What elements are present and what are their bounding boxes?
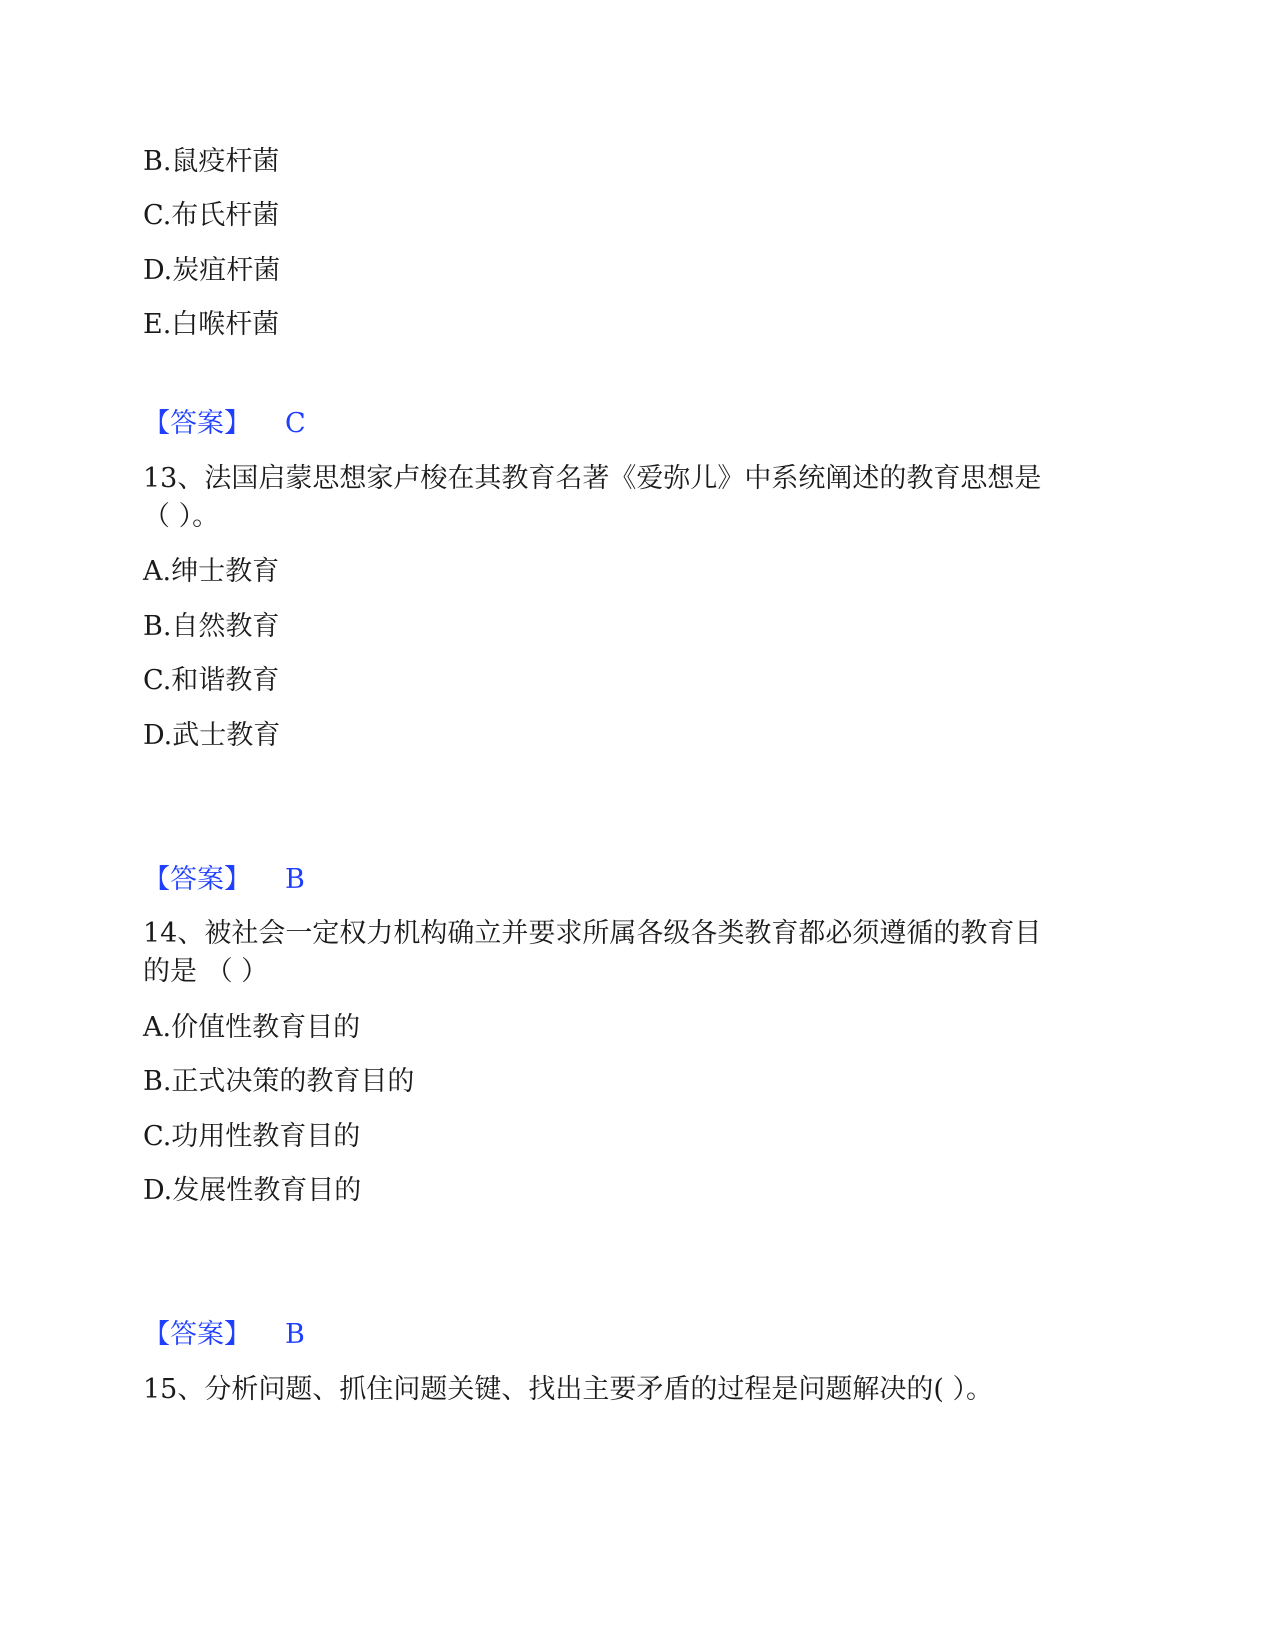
q14-option-d: D.发展性教育目的 — [143, 1175, 362, 1206]
q14-option-b: B.正式决策的教育目的 — [143, 1066, 415, 1097]
q15-stem-line1: 15、分析问题、抓住问题关键、找出主要矛盾的过程是问题解决的( ）。 — [143, 1374, 993, 1405]
q13-option-a: A.绅士教育 — [143, 556, 280, 587]
answer-label: 【答案】 — [143, 1319, 251, 1350]
q14-answer — [143, 1318, 305, 1352]
q14-option-c: C.功用性教育目的 — [143, 1121, 361, 1152]
q14-stem-line2: 的是 （ ） — [143, 956, 269, 987]
q12-option-b: B.鼠疫杆菌 — [143, 146, 280, 177]
q12-option-e: E.白喉杆菌 — [143, 309, 280, 340]
q13-option-c: C.和谐教育 — [143, 665, 280, 696]
q12-answer — [143, 407, 306, 441]
answer-value: C — [285, 408, 306, 439]
answer-value: B — [285, 1319, 305, 1350]
q14-option-a: A.价值性教育目的 — [143, 1012, 361, 1043]
q12-option-d: D.炭疽杆菌 — [143, 255, 281, 286]
q14-stem-line1: 14、被社会一定权力机构确立并要求所属各级各类教育都必须遵循的教育目 — [143, 918, 1042, 949]
q13-stem-line1: 13、法国启蒙思想家卢梭在其教育名著《爱弥儿》中系统阐述的教育思想是 — [143, 463, 1042, 494]
q12-option-c: C.布氏杆菌 — [143, 200, 280, 231]
q13-answer — [143, 863, 305, 897]
answer-label: 【答案】 — [143, 864, 251, 895]
q13-stem-line2: （ ）。 — [143, 501, 220, 532]
q13-option-b: B.自然教育 — [143, 611, 280, 642]
q13-option-d: D.武士教育 — [143, 720, 281, 751]
answer-value: B — [285, 864, 305, 895]
answer-label: 【答案】 — [143, 408, 251, 439]
